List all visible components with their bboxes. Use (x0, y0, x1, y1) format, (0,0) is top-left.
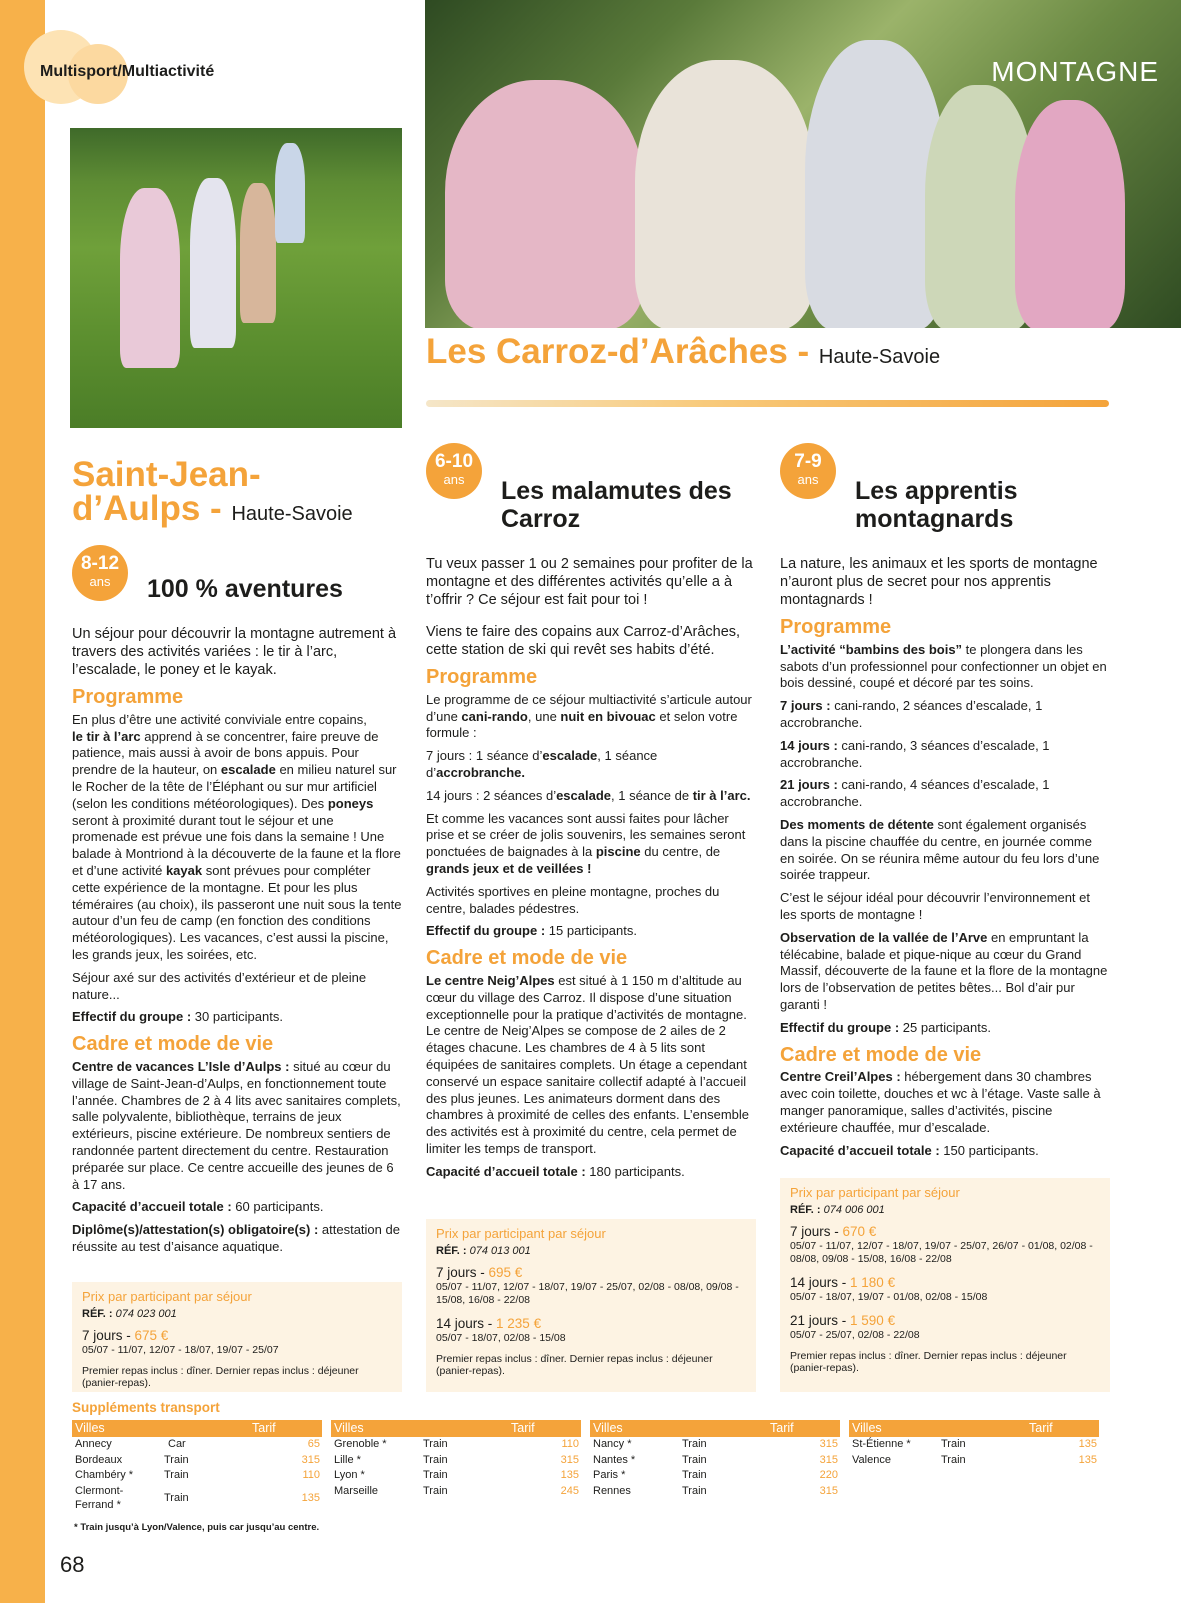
group-size: Effectif du groupe : 25 participants. (780, 1019, 991, 1035)
table-row: Bordeaux Train 315 (75, 1453, 320, 1466)
price-heading: Prix par participant par séjour (436, 1226, 606, 1241)
meal-note: Premier repas inclus : dîner. Dernier repas inclus : déjeuner (panier-repas). (436, 1353, 713, 1377)
diploma-requirement: Diplôme(s)/attestation(s) obligatoire(s) : attestation de réussite au test d’aisance aquatique. (72, 1222, 400, 1254)
lead-text: La nature, les animaux et les sports de montagne n’auront plus de secret pour nos apprentis montagnards ! (780, 556, 1098, 608)
region-label: Haute-Savoie (231, 503, 353, 525)
price-7-days: 7 jours - 675 € (82, 1328, 169, 1343)
price-heading: Prix par participant par séjour (790, 1185, 960, 1200)
reference-number: RÉF. : 074 023 001 (82, 1308, 177, 1320)
capacity: Capacité d’accueil totale : 180 participants. (426, 1163, 685, 1179)
programme-text: Observation de la vallée de l’Arve en empruntant la télécabine, balade et pique-nique au cœur du Grand Massif, découverte de la faune et la flore de la montagne lors de l’observation de petites bêtes... Bol d’air pur garanti ! (780, 929, 1108, 1012)
transport-footnote: * Train jusqu’à Lyon/Valence, puis car jusqu’au centre. (74, 1522, 320, 1533)
table-row: Valence Train 135 (852, 1453, 1097, 1466)
stay-title-apprentis: Les apprentis montagnards (855, 477, 1018, 533)
programme-heading: Programme (72, 686, 184, 708)
programme-text: Et comme les vacances sont aussi faites pour lâcher prise et se créer de jolis souvenirs, les semaines seront ponctuées de baignades à la piscine du centre, de grands jeux et de veillées ! (426, 810, 746, 876)
capacity: Capacité d’accueil totale : 150 participants. (780, 1142, 1039, 1158)
reference-number: RÉF. : 074 013 001 (436, 1245, 531, 1257)
photo-archery-kids (70, 128, 402, 428)
programme-heading: Programme (780, 616, 892, 638)
reference-number: RÉF. : 074 006 001 (790, 1204, 885, 1216)
left-sidebar-band (0, 0, 45, 1603)
capacity: Capacité d’accueil totale : 60 participants. (72, 1199, 324, 1215)
age-badge-6-10: 6-10 ans (426, 443, 482, 499)
price-heading: Prix par participant par séjour (82, 1289, 252, 1304)
transport-table-2 (331, 1420, 581, 1499)
transport-supplements-title: Suppléments transport (72, 1400, 220, 1415)
programme-text: Activités sportives en pleine montagne, proches du centre, balades pédestres. (426, 883, 720, 916)
table-row: Nancy * Train 315 (593, 1438, 838, 1450)
programme-text: L’activité “bambins des bois” te plongera dans les sabots d’un professionnel pour confectionner un objet en bois dessiné, coupé et décoré par tes soins. (780, 641, 1107, 691)
price-box-saint-jean (72, 1282, 402, 1392)
table-row: Marseille Train 245 (334, 1484, 579, 1497)
session-dates: 05/07 - 18/07, 19/07 - 01/08, 02/08 - 15/08 (790, 1291, 988, 1303)
cadre-text: Centre Creil’Alpes : hébergement dans 30 chambres avec coin toilette, douches et wc à l’étage. Vaste salle à manger panoramique, salles d’activités, piscine extérieure chauffée, mur d’escalade. (780, 1069, 1101, 1135)
age-badge-8-12: 8-12 ans (72, 545, 128, 601)
price-7-days: 7 jours - 695 € (436, 1265, 523, 1280)
price-7-days: 7 jours - 670 € (790, 1224, 877, 1239)
column-malamutes (426, 555, 756, 1187)
cadre-heading: Cadre et mode de vie (780, 1043, 982, 1066)
table-row: Nantes * Train 315 (593, 1453, 838, 1466)
page-number: 68 (60, 1552, 85, 1577)
destination-title-carroz: Les Carroz-d’Arâches - Haute-Savoie (426, 332, 941, 371)
programme-text: 7 jours : cani-rando, 2 séances d’escalade, 1 accrobranche. (780, 698, 1043, 730)
session-dates: 05/07 - 11/07, 12/07 - 18/07, 19/07 - 25/07 (82, 1344, 279, 1356)
session-dates: 05/07 - 18/07, 02/08 - 15/08 (436, 1332, 566, 1344)
programme-text: 14 jours : 2 séances d’escalade, 1 séance de tir à l’arc. (426, 787, 751, 803)
meal-note: Premier repas inclus : dîner. Dernier repas inclus : déjeuner (panier-repas). (82, 1365, 359, 1389)
price-21-days: 21 jours - 1 590 € (790, 1313, 896, 1328)
age-badge-7-9: 7-9 ans (780, 443, 836, 499)
group-size: Effectif du groupe : 30 participants. (72, 1009, 283, 1025)
lead-text: Tu veux passer 1 ou 2 semaines pour profiter de la montagne et des différentes activités qu’elle a à t’offrir ? Ce séjour est fait pour toi ! (426, 556, 753, 608)
table-row: Paris * Train 220 (593, 1469, 838, 1481)
stay-title-100-aventures: 100 % aventures (147, 575, 343, 603)
table-header: Villes Tarif (590, 1420, 840, 1437)
column-apprentis (780, 555, 1110, 1165)
cadre-text: Centre de vacances L’Isle d’Aulps : situé au cœur du village de Saint-Jean-d’Aulps, en fonctionnement toute l’année. Chambres de 2 à 4 lits avec sanitaires complets, salle polyvalente, bibliothèque, terrains de jeux extérieurs, piscine extérieure. De nombreux sentiers de randonnée partent directement du centre. Restauration préparée sur place. Ce centre accueille des jeunes de 6 à 17 ans. (72, 1058, 401, 1192)
transport-table-1 (72, 1420, 322, 1514)
theme-label: MONTAGNE (991, 56, 1159, 87)
section-label: Multisport/Multiactivité (40, 63, 215, 80)
lead-text: Viens te faire des copains aux Carroz-d’Arâches, cette station de ski qui revêt ses habits d’été. (426, 624, 741, 658)
table-row: St-Étienne * Train 135 (852, 1438, 1097, 1450)
table-row: Lille * Train 315 (334, 1453, 579, 1466)
table-row: Annecy Car 65 (75, 1438, 320, 1450)
table-row: Chambéry * Train 110 (75, 1469, 320, 1481)
title-underline (426, 400, 1109, 407)
column-saint-jean (72, 625, 402, 1262)
transport-table-4 (849, 1420, 1099, 1468)
table-row: Clermont-Ferrand * Train 135 (75, 1484, 320, 1511)
table-header: Villes Tarif (849, 1420, 1099, 1437)
table-row: Rennes Train 315 (593, 1484, 838, 1497)
session-dates: 05/07 - 11/07, 12/07 - 18/07, 19/07 - 25/07, 26/07 - 01/08, 02/08 - 08/08, 09/08 - 15/08, 16/08 - 22/08 (790, 1240, 1093, 1265)
destination-title-saint-jean: Saint-Jean- d’Aulps - Haute-Savoie (72, 455, 353, 528)
session-dates: 05/07 - 25/07, 02/08 - 22/08 (790, 1329, 920, 1341)
programme-text: Des moments de détente sont également organisés dans la piscine chauffée du centre, en journée comme en soirée. On se réunira même autour du feu lors d’une soirée trappeur. (780, 816, 1100, 883)
table-header: Villes Tarif (331, 1420, 581, 1437)
programme-text: Le programme de ce séjour multiactivité s’articule autour d’une cani-rando, une nuit en bivouac et selon votre formule : (426, 691, 752, 741)
meal-note: Premier repas inclus : dîner. Dernier repas inclus : déjeuner (panier-repas). (790, 1350, 1067, 1374)
session-dates: 05/07 - 11/07, 12/07 - 18/07, 19/07 - 25/07, 02/08 - 08/08, 09/08 - 15/08, 16/08 - 22/08 (436, 1281, 739, 1306)
programme-text: En plus d’être une activité conviviale entre copains, le tir à l’arc apprend à se concentrer, faire preuve de patience, mais aussi à avoir de bons appuis. Pour prendre de la hauteur, on escalade en milieu naturel sur le Rocher de la tête de l’Éléphant ou sur mur artificiel (selon les conditions météorologiques). Des poneys seront à proximité durant tout le séjour et une promenade est prévue une fois dans la semaine ! Une balade à Montriond à la découverte de la faune et la flore et d’une activité kayak sont prévues pour compléter cette expérience de la montagne. Et pour les plus téméraires (au choix), ils passeront une nuit sous la tente autour d’un feu de camp (en fonction des conditions météorologiques). Les vacances, c’est aussi la piscine, les grands jeux, les soirées, etc. (72, 711, 402, 962)
table-row: Lyon * Train 135 (334, 1469, 579, 1481)
group-size: Effectif du groupe : 15 participants. (426, 923, 637, 939)
cadre-heading: Cadre et mode de vie (426, 947, 628, 970)
programme-text: Séjour axé sur des activités d’extérieur et de pleine nature... (72, 969, 367, 1002)
programme-heading: Programme (426, 666, 538, 688)
programme-text: C’est le séjour idéal pour découvrir l’environnement et les sports de montagne ! (780, 890, 1090, 922)
price-box-malamutes (426, 1219, 756, 1392)
photo-accrobranche-kids (425, 0, 1181, 328)
lead-text: Un séjour pour découvrir la montagne autrement à travers des activités variées : le tir à l’arc, l’escalade, le poney et le kayak. (72, 626, 397, 678)
programme-text: 7 jours : 1 séance d’escalade, 1 séance d’accrobranche. (426, 748, 658, 780)
programme-text: 21 jours : cani-rando, 4 séances d’escalade, 1 accrobranche. (780, 777, 1050, 810)
transport-table-3 (590, 1420, 840, 1499)
price-14-days: 14 jours - 1 235 € (436, 1316, 542, 1331)
programme-text: 14 jours : cani-rando, 3 séances d’escalade, 1 accrobranche. (780, 737, 1050, 770)
stay-title-malamutes: Les malamutes des Carroz (501, 477, 732, 533)
table-row: Grenoble * Train 110 (334, 1438, 579, 1450)
cadre-text: Le centre Neig’Alpes est situé à 1 150 m d’altitude au cœur du village des Carroz. Il dispose d’une situation exceptionnelle pour la pratique d’activités de montagne. Le centre de Neig’Alpes se compose de 2 ailes de 2 étages chacune. Les chambres de 4 à 5 lits sont équipées de sanitaires complets. Un étage a cependant conservé un espace sanitaire collectif adapté à l’accueil des plus jeunes. Les animateurs dorment dans des chambres à proximité de celles des enfants. L’ensemble des activités est à proximité du centre, cela permet de limiter les temps de transport. (426, 972, 750, 1156)
table-header: Villes Tarif (72, 1420, 322, 1437)
price-box-apprentis (780, 1178, 1110, 1392)
cadre-heading: Cadre et mode de vie (72, 1033, 274, 1056)
price-14-days: 14 jours - 1 180 € (790, 1275, 896, 1290)
region-label: Haute-Savoie (818, 346, 941, 368)
